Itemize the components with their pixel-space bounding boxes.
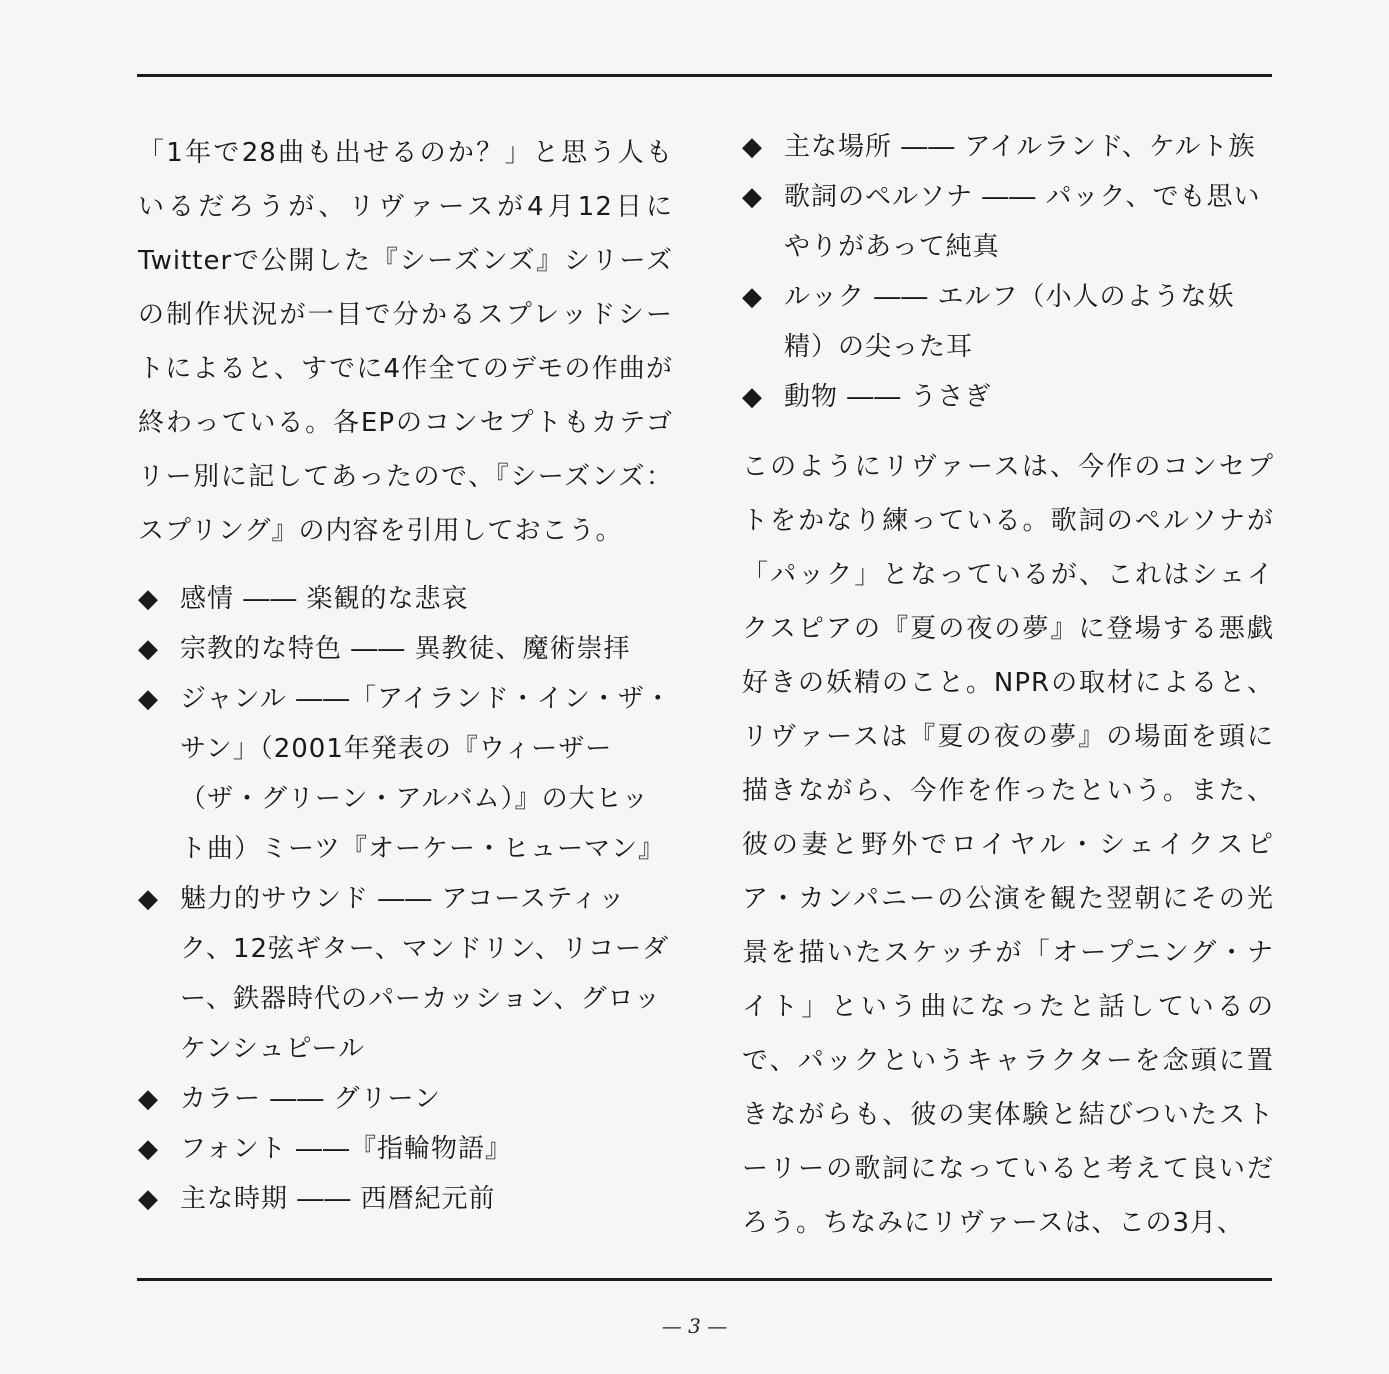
- list-item-text: 感情 ―― 楽観的な悲哀: [180, 584, 469, 614]
- diamond-bullet-icon: ◆: [138, 884, 159, 914]
- list-item-text: ジャンル ――「アイランド・イン・ザ・サン」（2001年発表の『ウィーザー（ザ・グリーン・アルバム）』の大ヒット曲）ミーツ『オーケー・ヒューマン』: [180, 684, 672, 864]
- list-item: [138, 1124, 673, 1174]
- left-column: [138, 126, 673, 1242]
- diamond-bullet-icon: ◆: [742, 382, 763, 412]
- diamond-bullet-icon: ◆: [138, 684, 159, 714]
- page-number: — 3 —: [661, 1314, 728, 1338]
- list-item: [138, 624, 673, 674]
- list-item: [138, 1174, 673, 1224]
- list-item-text: 動物 ―― うさぎ: [784, 382, 992, 412]
- right-item-list: [742, 122, 1274, 422]
- diamond-bullet-icon: ◆: [742, 182, 763, 212]
- diamond-bullet-icon: ◆: [138, 634, 159, 664]
- list-item-text: 主な場所 ―― アイルランド、ケルト族: [784, 132, 1256, 162]
- diamond-bullet-icon: ◆: [138, 1134, 159, 1164]
- diamond-bullet-icon: ◆: [138, 584, 159, 614]
- list-item-text: 主な時期 ―― 西暦紀元前: [180, 1184, 496, 1214]
- list-item: [742, 122, 1274, 172]
- list-item: [138, 874, 673, 1074]
- diamond-bullet-icon: ◆: [742, 132, 763, 162]
- list-item: [742, 172, 1274, 272]
- diamond-bullet-icon: ◆: [138, 1084, 159, 1114]
- list-item-text: 魅力的サウンド ―― アコースティック、12弦ギター、マンドリン、リコーダー、鉄器時代のパーカッション、グロッケンシュピール: [180, 884, 670, 1064]
- list-item-text: ルック ―― エルフ（小人のような妖精）の尖った耳: [784, 282, 1235, 362]
- list-item: [138, 1074, 673, 1124]
- diamond-bullet-icon: ◆: [138, 1184, 159, 1214]
- list-item: [742, 372, 1274, 422]
- list-item-text: 歌詞のペルソナ ―― パック、でも思いやりがあって純真: [784, 182, 1261, 262]
- right-column: [742, 126, 1274, 1266]
- list-item-text: フォント ――『指輪物語』: [180, 1134, 512, 1164]
- list-item: [138, 674, 673, 874]
- bottom-rule: [137, 1278, 1272, 1281]
- left-item-list: [138, 574, 673, 1224]
- list-item: [742, 272, 1274, 372]
- list-item-text: 宗教的な特色 ―― 異教徒、魔術崇拝: [180, 634, 631, 664]
- diamond-bullet-icon: ◆: [742, 282, 763, 312]
- list-item: [138, 574, 673, 624]
- body-paragraph: このようにリヴァースは、今作のコンセプトをかなり練っている。歌詞のペルソナが「パック」となっているが、これはシェイクスピアの『夏の夜の夢』に登場する悪戯好きの妖精のこと。NPRの取材によると、リヴァースは『夏の夜の夢』の場面を頭に描きながら、今作を作ったという。また、彼の妻と野外でロイヤル・シェイクスピア・カンパニーの公演を観た翌朝にその光景を描いたスケッチが「オープニング・ナイト」という曲になったと話しているので、パックというキャラクターを念頭に置きながらも、彼の実体験と結びついたストーリーの歌詞になっていると考えて良いだろう。ちなみにリヴァースは、この3月、: [742, 452, 1274, 1238]
- top-rule: [137, 74, 1272, 77]
- intro-paragraph: 「1年で28曲も出せるのか？」と思う人もいるだろうが、リヴァースが4月12日にTwitterで公開した『シーズンズ』シリーズの制作状況が一目で分かるスプレッドシートによると、すでに4作全てのデモの作曲が終わっている。各EPのコンセプトもカテゴリー別に記してあったので、『シーズンズ：スプリング』の内容を引用しておこう。: [138, 138, 673, 546]
- list-item-text: カラー ―― グリーン: [180, 1084, 442, 1114]
